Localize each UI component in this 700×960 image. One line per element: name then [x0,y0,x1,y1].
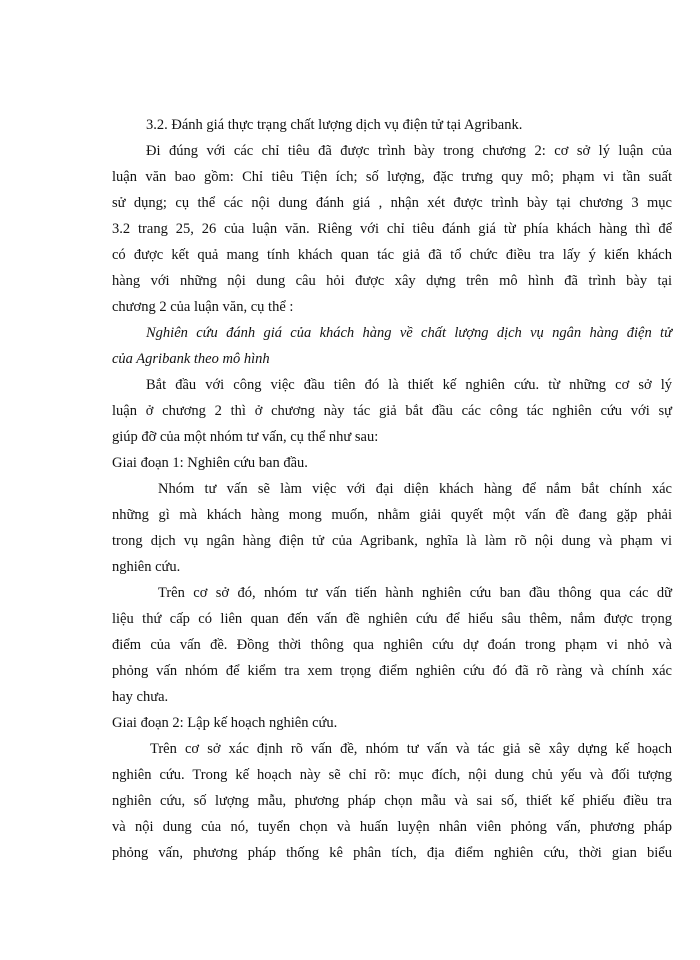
text-line: phỏng vấn nhóm để kiểm tra xem trọng điểm nghiên cứu đó đã rõ ràng và chính xác [112,663,672,679]
text-line: nghiên cứu, số lượng mẫu, phương pháp chọn mẫu và sai số, thiết kế phiếu điều tra [112,793,672,809]
stage-2-title: Giai đoạn 2: Lập kế hoạch nghiên cứu. [112,715,338,731]
stage-1-title: Giai đoạn 1: Nghiên cứu ban đầu. [112,455,308,471]
text-line: và nội dung của nó, tuyển chọn và huấn luyện nhân viên phỏng vấn, phương pháp [112,819,672,835]
text-line: luận ở chương 2 thì ở chương này tác giả bắt đầu các công tác nghiên cứu với sự [112,403,672,419]
text-line: Bắt đầu với công việc đầu tiên đó là thiết kế nghiên cứu. từ những cơ sở lý [146,377,672,393]
paragraph-criteria [112,138,672,320]
text-line: giúp đỡ của một nhóm tư vấn, cụ thể như sau: [112,429,379,445]
text-line: Trên cơ sở xác định rõ vấn đề, nhóm tư vấn và tác giả sẽ xây dựng kế hoạch [150,741,672,757]
paragraph-research-design [112,372,672,450]
text-line: 3.2 trang 25, 26 của luận văn. Riêng với chỉ tiêu đánh giá từ phía khách hàng thì để [112,221,672,237]
section-heading: 3.2. Đánh giá thực trạng chất lượng dịch vụ điện tử tại Agribank. [146,117,523,133]
paragraph-stage-1 [112,476,672,580]
text-line: chương 2 của luận văn, cụ thể : [112,299,294,315]
text-line: Nghiên cứu đánh giá của khách hàng về chất lượng dịch vụ ngân hàng điện tử [146,325,672,341]
text-line: có được kết quả mang tính khách quan tác giả đã tổ chức điều tra lấy ý kiến khách [112,247,672,263]
paragraph-stage-2 [112,736,672,866]
paragraph-secondary-data [112,580,672,710]
text-line: Trên cơ sở đó, nhóm tư vấn tiến hành nghiên cứu ban đầu thông qua các dữ [158,585,672,601]
text-line: hay chưa. [112,689,169,705]
text-line: của Agribank theo mô hình [112,351,270,367]
text-line: luận văn bao gồm: Chỉ tiêu Tiện ích; số lượng, đặc trưng quy mô; phạm vi tần suất [112,169,672,185]
document-body [112,112,672,866]
text-line: hàng với những nội dung câu hỏi được xây dựng trên mô hình đã trình bày tại [112,273,672,289]
italic-heading [112,320,672,372]
text-line: Đi đúng với các chỉ tiêu đã được trình bày trong chương 2: cơ sở lý luận của [146,143,672,159]
text-line: những gì mà khách hàng mong muốn, nhằm giải quyết một vấn đề đang gặp phải [112,507,672,523]
text-line: điểm của vấn đề. Đồng thời thông qua nghiên cứu dự đoán trong phạm vi nhỏ và [112,637,672,653]
text-line: nghiên cứu. Trong kế hoạch này sẽ chỉ rõ: mục đích, nội dung chủ yếu và đối tượng [112,767,672,783]
text-line: trong dịch vụ ngân hàng điện tử của Agribank, nghĩa là làm rõ nội dung và phạm vi [112,533,672,549]
text-line: liệu thứ cấp có liên quan đến vấn đề nghiên cứu để hiểu sâu thêm, nắm được trọng [112,611,672,627]
text-line: sử dụng; cụ thể các nội dung đánh giá , nhận xét được trình bày tại chương 3 mục [112,195,672,211]
text-line: Nhóm tư vấn sẽ làm việc với đại diện khách hàng để nắm bắt chính xác [158,481,672,497]
text-line: phỏng vấn, phương pháp thống kê phân tích, địa điểm nghiên cứu, thời gian biểu [112,845,672,861]
text-line: nghiên cứu. [112,559,181,575]
